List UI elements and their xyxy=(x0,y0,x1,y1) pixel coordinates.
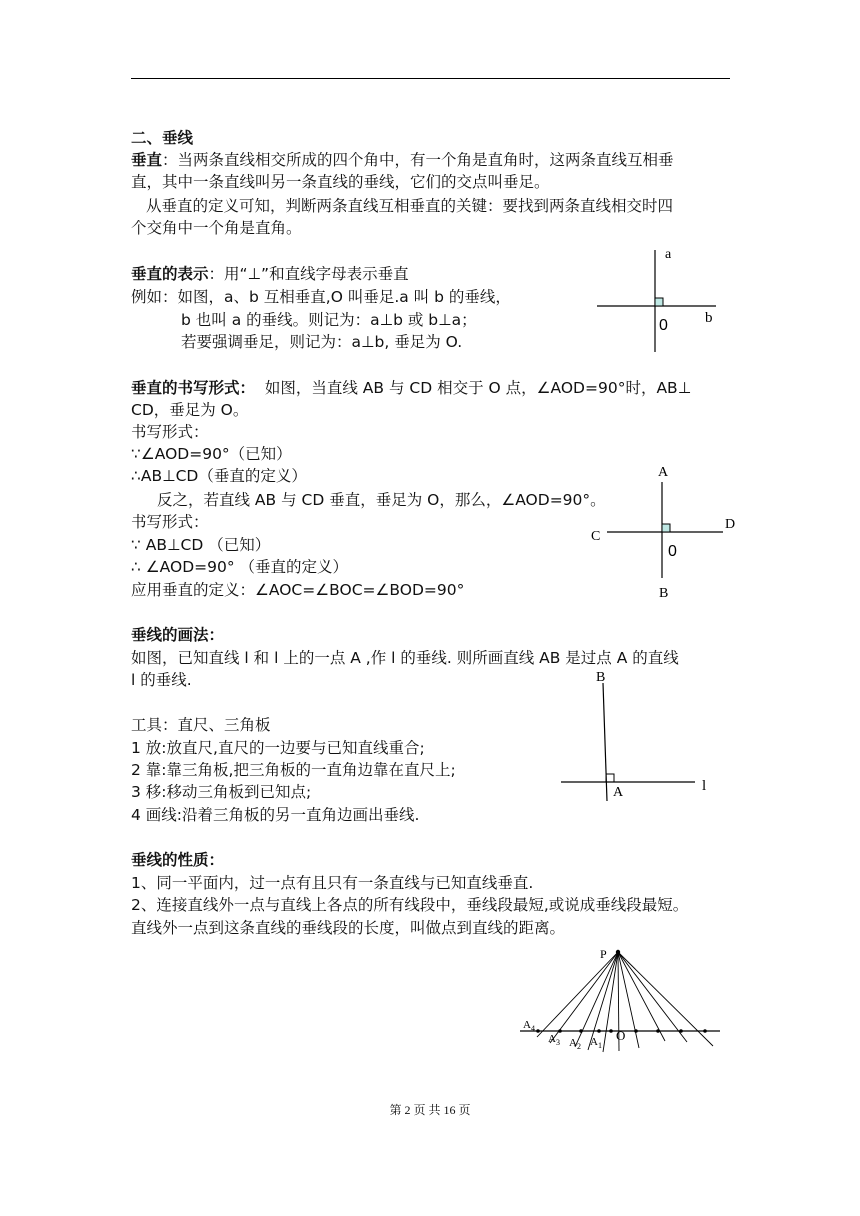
figure-a-perp-b xyxy=(590,240,730,355)
label-a: a xyxy=(665,247,672,262)
property-title: 垂线的性质： xyxy=(131,851,225,869)
notation-example-2: b 也叫 a 的垂线。则记为：a⊥b 或 b⊥a； xyxy=(181,311,477,329)
figure-draw-perpendicular xyxy=(555,665,725,805)
label-D: D xyxy=(725,517,736,532)
label-O: O xyxy=(616,1028,626,1043)
label-A: A xyxy=(658,465,669,480)
writing-form-1: 书写形式： xyxy=(131,423,209,441)
drawing-step-2: 2 靠:靠三角板,把三角板的一直角边靠在直尺上; xyxy=(131,761,456,779)
key-line-2: 个交角中一个角是直角。 xyxy=(131,219,302,237)
drawing-step-1: 1 放:放直尺,直尺的一边要与已知直线重合; xyxy=(131,739,425,757)
label-o: 0 xyxy=(659,317,668,334)
right-angle-mark xyxy=(662,524,670,532)
definition-line-2: 直，其中一条直线叫另一条直线的垂线，它们的交点叫垂足。 xyxy=(131,173,550,191)
key-line-1: 从垂直的定义可知，判断两条直线互相垂直的关键：要找到两条直线相交时四 xyxy=(146,197,674,215)
drawing-step-4: 4 画线:沿着三角板的另一直角边画出垂线. xyxy=(131,806,420,824)
property-1: 1、同一平面内，过一点有且只有一条直线与已知直线垂直. xyxy=(131,874,534,892)
label-A1: $A_1$ xyxy=(590,1036,602,1050)
label-A4: $A_4$ xyxy=(523,1019,535,1033)
writing-hence-2: ∴ ∠AOD=90° （垂直的定义） xyxy=(131,558,349,576)
writing-form-2: 书写形式： xyxy=(131,513,209,531)
label-C: C xyxy=(591,529,601,544)
notation-heading: 垂直的表示：用“⊥”和直线字母表示垂直 xyxy=(131,265,409,283)
writing-hence-1: ∴AB⊥CD（垂直的定义） xyxy=(131,467,307,485)
header-rule xyxy=(131,78,730,79)
label-O: 0 xyxy=(668,543,677,560)
label-P: P xyxy=(600,947,607,961)
drawing-title: 垂线的画法： xyxy=(131,626,225,644)
right-angle-mark xyxy=(655,298,663,306)
label-B: B xyxy=(659,586,669,601)
page-footer: 第 2 页 共 16 页 xyxy=(389,1103,471,1117)
label-B: B xyxy=(596,670,606,685)
right-angle-mark xyxy=(606,774,614,782)
drawing-line-1: 如图，已知直线 l 和 l 上的一点 A ,作 l 的垂线. 则所画直线 AB 是过点 A 的直线 xyxy=(131,649,679,667)
drawing-step-3: 3 移:移动三角板到已知点; xyxy=(131,783,312,801)
writing-since-1: ∵∠AOD=90°（已知） xyxy=(131,445,292,463)
label-A: A xyxy=(613,785,624,800)
definition-line-1: 垂直：当两条直线相交所成的四个角中，有一个角是直角时，这两条直线互相垂 xyxy=(131,151,674,169)
property-2: 2、连接直线外一点与直线上各点的所有线段中，垂线段最短,或说成垂线段最短。 xyxy=(131,896,689,914)
drawing-tools: 工具：直尺、三角板 xyxy=(131,716,271,734)
definition-term: 垂直 xyxy=(131,151,163,169)
writing-since-2: ∵ AB⊥CD （已知） xyxy=(131,536,271,554)
label-b: b xyxy=(705,310,713,326)
points-on-line xyxy=(536,950,707,1033)
figure-shortest-segment xyxy=(515,942,730,1054)
property-3: 直线外一点到这条直线的垂线段的长度，叫做点到直线的距离。 xyxy=(131,919,566,937)
notation-example-3: 若要强调垂足，则记为：a⊥b, 垂足为 O. xyxy=(181,333,463,351)
label-A2: $A_2$ xyxy=(569,1037,581,1051)
drawing-line-2: l 的垂线. xyxy=(131,671,192,689)
line-AB xyxy=(603,683,607,801)
writing-apply: 应用垂直的定义：∠AOC=∠BOC=∠BOD=90° xyxy=(131,581,465,599)
figure-ab-perp-cd xyxy=(585,460,740,602)
writing-conversely: 反之，若直线 AB 与 CD 垂直，垂足为 O，那么，∠AOD=90°。 xyxy=(157,491,606,509)
notation-example-1: 例如：如图，a、b 互相垂直,O 叫垂足.a 叫 b 的垂线， xyxy=(131,288,511,306)
writing-line-2: CD，垂足为 O。 xyxy=(131,401,249,419)
writing-line-1: 垂直的书写形式： 如图，当直线 AB 与 CD 相交于 O 点，∠AOD=90°时，AB⊥ xyxy=(131,379,692,397)
section-title: 二、垂线 xyxy=(131,129,194,147)
label-A3: $A_3$ xyxy=(548,1033,560,1047)
label-l: l xyxy=(702,778,707,794)
